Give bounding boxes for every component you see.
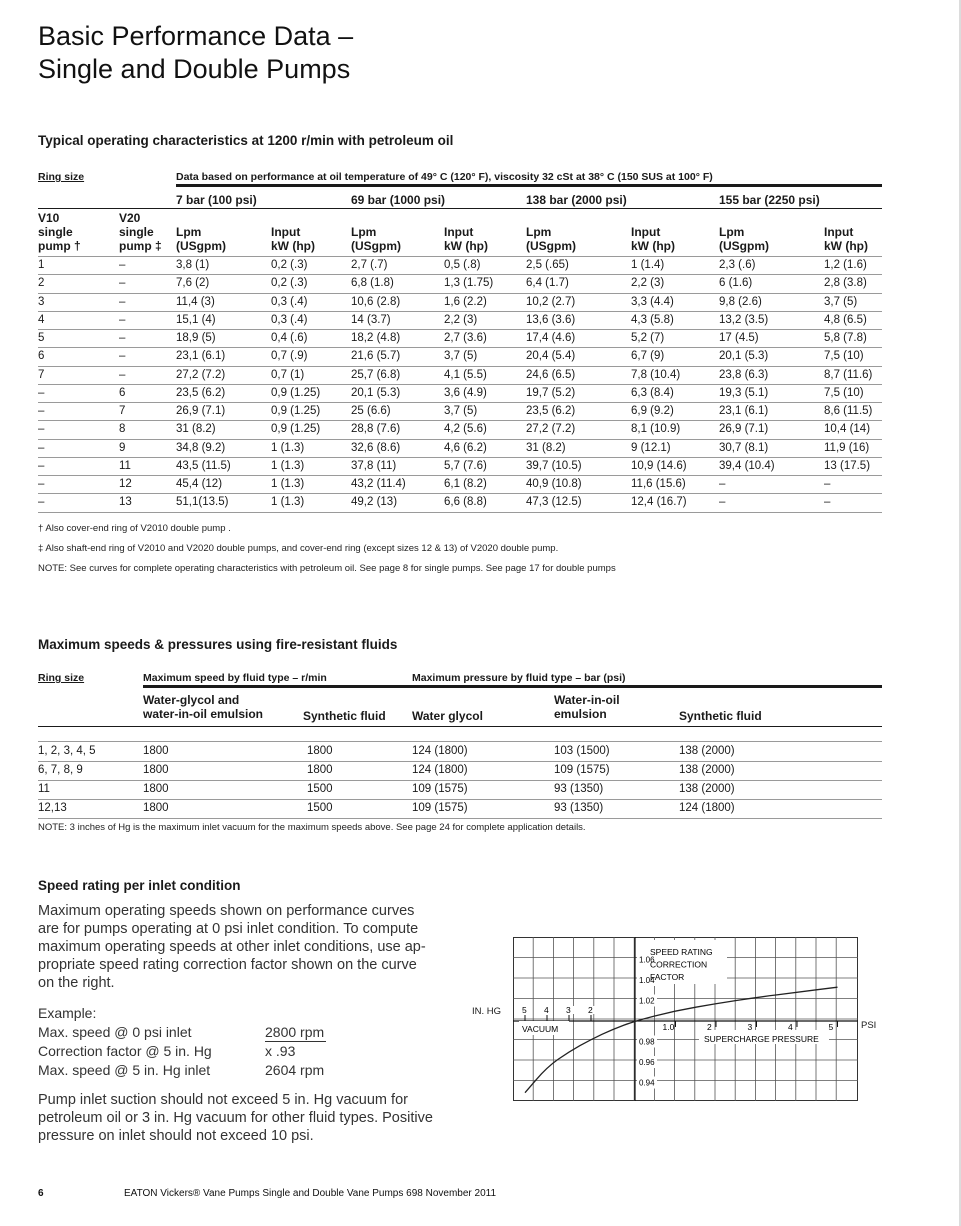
ms-cell: 1800 [143, 801, 169, 814]
typ-cell: 0,4 (.6) [271, 332, 308, 344]
typ-cell: 2,2 (3) [444, 313, 478, 326]
typ-cell: 3,7 (5) [444, 405, 478, 417]
ms-cell: 138 (2000) [679, 763, 735, 776]
typ-cell: 6,4 (1.7) [526, 277, 569, 290]
chart-labels [519, 940, 836, 1089]
typ-cell: 13,6 (3.6) [526, 313, 576, 326]
ytick-label: 0.94 [639, 1078, 655, 1088]
typ-cell: 2,2 (3) [631, 277, 665, 290]
typ-cell: 0,9 (1.25) [271, 423, 321, 436]
ms-ring-size-label: Ring size [38, 672, 85, 684]
typ-cell: 12 [119, 478, 132, 490]
typ-cell: 39,4 (10.4) [719, 459, 775, 472]
typ-cell: – [38, 459, 45, 472]
ms-cell: 1800 [143, 763, 169, 776]
typ-cell: 6,6 (8.8) [444, 496, 487, 509]
pressure-69bar: 69 bar (1000 psi) [351, 193, 446, 207]
typ-cell: 4 [38, 313, 45, 326]
typ-cell: 2,3 (.6) [719, 259, 756, 271]
typ-cell: 3,7 (5) [444, 350, 478, 363]
typ-cell: 49,2 (13) [351, 496, 398, 509]
typ-cell: 23,5 (6.2) [526, 405, 576, 417]
page-number: 6 [38, 1188, 44, 1199]
typ-cell: 4,8 (6.5) [824, 313, 867, 326]
typ-note-0: † Also cover-end ring of V2010 double pump . [38, 523, 231, 534]
ms-col-wio: Water-in-oil emulsion [554, 693, 620, 721]
pressure-138bar: 138 bar (2000 psi) [526, 193, 627, 207]
pressure-tick-label: 5 [828, 1022, 834, 1032]
vacuum-tick-label: 3 [566, 1005, 571, 1015]
ms-col-wglycol: Water glycol [412, 709, 483, 723]
typ-cell: 1,6 (2.2) [444, 295, 487, 308]
typ-cell: 1,2 (1.6) [824, 259, 867, 271]
ytick-label: 1.06 [639, 955, 655, 965]
typical-title: Typical operating characteristics at 1200 r/min with petroleum oil [38, 133, 454, 148]
typ-cell: 20,1 (5.3) [351, 386, 401, 399]
col-lpm-0: Lpm (USgpm) [176, 225, 226, 253]
typ-cell: 4,1 (5.5) [444, 368, 487, 381]
ms-col-synth: Synthetic fluid [303, 709, 386, 723]
typ-cell: 37,8 (11) [351, 459, 397, 472]
typ-cell: 10,9 (14.6) [631, 459, 687, 472]
ms-note: NOTE: 3 inches of Hg is the maximum inlet vacuum for the maximum speeds above. See page 24 for complete application details. [38, 822, 586, 833]
ytick-label: 1.04 [639, 976, 655, 985]
typ-cell: 27,2 (7.2) [176, 368, 226, 381]
typ-cell: 19,7 (5.2) [526, 386, 576, 399]
typ-cell: 17,4 (4.6) [526, 332, 576, 344]
typ-cell: 1 (1.4) [631, 259, 665, 271]
typ-cell: 47,3 (12.5) [526, 496, 582, 509]
typ-cell: 23,1 (6.1) [176, 350, 226, 363]
typ-cell: 0,2 (.3) [271, 277, 308, 290]
col-v20: V20 single pump ‡ [119, 211, 162, 253]
col-v10: V10 single pump † [38, 211, 81, 253]
typ-cell: 23,1 (6.1) [719, 405, 769, 417]
ms-pressure-header: Maximum pressure by fluid type – bar (psi) [412, 672, 626, 684]
typ-cell: 13 (17.5) [824, 459, 871, 472]
typ-cell: 13,2 (3.5) [719, 313, 769, 326]
col-input-1: Input kW (hp) [444, 225, 488, 253]
typ-cell: 45,4 (12) [176, 478, 223, 490]
pressure-7bar: 7 bar (100 psi) [176, 193, 257, 207]
table-top-rule [176, 184, 882, 187]
typ-cell: 19,3 (5.1) [719, 386, 769, 399]
ms-cell: 93 (1350) [554, 782, 604, 795]
example-label: Example: [38, 1005, 97, 1021]
typ-cell: 26,9 (7.1) [719, 423, 769, 436]
typ-cell: 4,6 (6.2) [444, 441, 487, 454]
col-input-3: Input kW (hp) [824, 225, 868, 253]
typ-cell: 7,8 (10.4) [631, 368, 681, 381]
row-rule [38, 512, 882, 513]
typ-cell: 0,5 (.8) [444, 259, 481, 271]
typ-cell: 17 (4.5) [719, 332, 759, 344]
ms-cell: 11 [38, 782, 50, 795]
typ-cell: 0,7 (.9) [271, 350, 308, 363]
typ-cell: 0,3 (.4) [271, 295, 308, 308]
typ-cell: 7,5 (10) [824, 386, 864, 399]
typ-cell: 25,7 (6.8) [351, 368, 401, 381]
chart-title-line: SPEED RATING [650, 947, 713, 957]
ytick-label: 1.02 [639, 996, 655, 1006]
header-rule [38, 208, 882, 209]
typ-cell: 18,9 (5) [176, 332, 216, 344]
typ-cell: 28,8 (7.6) [351, 423, 401, 436]
typ-cell: – [38, 496, 45, 509]
ms-cell: 103 (1500) [554, 745, 610, 757]
typ-cell: 3,8 (1) [176, 259, 210, 271]
typ-cell: 30,7 (8.1) [719, 441, 769, 454]
typ-note-2: NOTE: See curves for complete operating characteristics with petroleum oil. See page 8 for single pumps. See page 17 for double pumps [38, 563, 616, 574]
typ-cell: 6,8 (1.8) [351, 277, 394, 290]
supercharge-label: SUPERCHARGE PRESSURE [704, 1034, 819, 1044]
maxspeed-title: Maximum speeds & pressures using fire-resistant fluids [38, 637, 398, 652]
chart-title-line: CORRECTION [650, 959, 708, 970]
col-lpm-1: Lpm (USgpm) [351, 225, 401, 253]
ms-cell: 138 (2000) [679, 782, 735, 795]
col-input-2: Input kW (hp) [631, 225, 675, 253]
typ-cell: 6 [38, 350, 45, 363]
typ-cell: 2,5 (.65) [526, 259, 569, 271]
typ-cell: 2 [38, 277, 45, 290]
example-row1-value: 2800 rpm [265, 1024, 325, 1040]
typ-cell: 11,9 (16) [824, 441, 870, 454]
typ-cell: 15,1 (4) [176, 313, 216, 326]
ms-cell: 1500 [307, 801, 333, 814]
typ-cell: 9,8 (2.6) [719, 295, 762, 308]
typ-cell: 3 [38, 295, 45, 308]
typ-cell: – [719, 478, 726, 490]
typ-cell: 5,7 (7.6) [444, 459, 487, 472]
typ-cell: 2,7 (3.6) [444, 332, 487, 344]
ms-cell: 93 (1350) [554, 801, 604, 814]
col-input-0: Input kW (hp) [271, 225, 315, 253]
pressure-tick-label: 2 [707, 1022, 712, 1032]
ms-cell: 124 (1800) [412, 745, 468, 757]
typ-cell: – [38, 386, 45, 399]
ms-cell: 109 (1575) [412, 801, 468, 814]
typ-cell: 0,3 (.4) [271, 313, 308, 326]
typ-cell: 21,6 (5.7) [351, 350, 401, 363]
ytick-label: 0.98 [639, 1037, 655, 1047]
typ-cell: 2,7 (.7) [351, 259, 388, 271]
typ-cell: 1 (1.3) [271, 459, 305, 472]
chart-unit-left: IN. HG [472, 1006, 502, 1017]
typ-cell: 10,6 (2.8) [351, 295, 401, 308]
typ-cell: – [38, 478, 45, 490]
typ-cell: – [38, 441, 45, 454]
typ-cell: 5,2 (7) [631, 332, 665, 344]
typ-cell: 8,6 (11.5) [824, 405, 873, 417]
page-title: Basic Performance Data – Single and Double Pumps [38, 21, 354, 84]
typ-cell: 7 [119, 405, 126, 417]
vacuum-tick-label: 2 [588, 1005, 593, 1015]
speed-rating-para1: Maximum operating speeds shown on performance curves are for pumps operating at 0 psi inlet condition. To compute maximum operating speeds at other inlet conditions, use ap- propriate speed rating correction factor shown on the curve on the right. [38, 903, 426, 991]
typ-cell: 31 (8.2) [526, 441, 566, 454]
typ-cell: 11,4 (3) [176, 295, 215, 308]
ms-cell: 1800 [143, 782, 169, 795]
typ-cell: 34,8 (9.2) [176, 441, 226, 454]
typ-cell: 13 [119, 496, 132, 509]
typ-cell: 6,7 (9) [631, 350, 665, 363]
typ-cell: 0,2 (.3) [271, 259, 308, 271]
typ-cell: 10,2 (2.7) [526, 295, 576, 308]
typ-cell: 27,2 (7.2) [526, 423, 576, 436]
ms-speed-header: Maximum speed by fluid type – r/min [143, 672, 327, 684]
speed-rating-para2: Pump inlet suction should not exceed 5 in. Hg vacuum for petroleum oil or 3 in. Hg vacuum for other fluid types. Positive pressure on inlet should not exceed 10 psi. [38, 1092, 433, 1144]
example-row3-value: 2604 rpm [265, 1062, 325, 1078]
typ-cell: 9 [119, 441, 126, 454]
typ-cell: 39,7 (10.5) [526, 459, 582, 472]
typ-cell: 43,5 (11.5) [176, 459, 231, 472]
ms-cell: 138 (2000) [679, 745, 735, 757]
pressure-tick-label: 1.0 [662, 1022, 675, 1032]
typ-cell: 6 [119, 386, 126, 399]
typ-cell: – [119, 368, 126, 381]
typ-cell: – [119, 313, 126, 326]
ms-col-wg: Water-glycol and water-in-oil emulsion [143, 693, 264, 721]
typ-cell: 12,4 (16.7) [631, 496, 687, 509]
typ-cell: – [119, 332, 126, 344]
typ-cell: 51,1(13.5) [176, 496, 229, 509]
typ-cell: 3,3 (4.4) [631, 295, 674, 308]
example-row1-label: Max. speed @ 0 psi inlet [38, 1024, 192, 1040]
typ-cell: 7,6 (2) [176, 277, 210, 290]
example-row3-label: Max. speed @ 5 in. Hg inlet [38, 1062, 211, 1078]
typ-cell: 11,6 (15.6) [631, 478, 686, 490]
typ-cell: 8,1 (10.9) [631, 423, 681, 436]
typ-cell: 32,6 (8.6) [351, 441, 401, 454]
typ-cell: 6,9 (9.2) [631, 405, 674, 417]
typ-cell: 1 [38, 259, 45, 271]
typ-cell: – [824, 496, 831, 509]
typ-cell: 43,2 (11.4) [351, 478, 406, 490]
pressure-155bar: 155 bar (2250 psi) [719, 193, 820, 207]
typ-cell: 18,2 (4.8) [351, 332, 401, 344]
pressure-tick-label: 3 [747, 1022, 753, 1032]
chart-title-line: FACTOR [650, 972, 685, 982]
example-row2-label: Correction factor @ 5 in. Hg [38, 1043, 212, 1059]
ms-header-rule [38, 726, 882, 727]
typ-cell: – [119, 350, 126, 363]
ms-col-synth2: Synthetic fluid [679, 709, 762, 723]
typ-cell: 40,9 (10.8) [526, 478, 582, 490]
vacuum-tick-label: 4 [544, 1005, 549, 1015]
typ-cell: 1 (1.3) [271, 441, 305, 454]
ms-cell: 1, 2, 3, 4, 5 [38, 745, 96, 757]
ring-size-label: Ring size [38, 171, 85, 183]
typ-cell: 20,1 (5.3) [719, 350, 769, 363]
col-lpm-2: Lpm (USgpm) [526, 225, 576, 253]
typ-cell: 8,7 (11.6) [824, 368, 873, 381]
ytick-label: 0.96 [639, 1058, 655, 1067]
typ-cell: 1 (1.3) [271, 496, 305, 509]
pressure-tick-label: 4 [788, 1022, 793, 1032]
typ-cell: 26,9 (7.1) [176, 405, 226, 417]
typ-cell: 0,9 (1.25) [271, 386, 321, 399]
typ-cell: 25 (6.6) [351, 405, 391, 417]
typ-cell: 3,7 (5) [824, 295, 858, 308]
col-lpm-3: Lpm (USgpm) [719, 225, 769, 253]
chart-unit-right: PSI [861, 1020, 877, 1031]
row-rule [38, 818, 882, 819]
vacuum-label: VACUUM [522, 1024, 559, 1034]
typ-note-1: ‡ Also shaft-end ring of V2010 and V2020 double pumps, and cover-end ring (except sizes 12 & 13) of V2020 double pump. [38, 543, 559, 554]
typ-cell: 7,5 (10) [824, 350, 864, 363]
ms-cell: 109 (1575) [554, 763, 610, 776]
typ-cell: 20,4 (5.4) [526, 350, 576, 363]
typ-cell: 11 [119, 459, 131, 472]
typ-cell: 6,1 (8.2) [444, 478, 487, 490]
typ-cell: 31 (8.2) [176, 423, 216, 436]
typ-cell: – [119, 295, 126, 308]
typ-cell: 9 (12.1) [631, 441, 671, 454]
ms-cell: 109 (1575) [412, 782, 468, 795]
typ-cell: 14 (3.7) [351, 313, 391, 326]
ms-top-rule [143, 685, 882, 688]
ms-cell: 6, 7, 8, 9 [38, 763, 83, 776]
typ-cell: 4,2 (5.6) [444, 423, 487, 436]
typ-cell: 23,8 (6.3) [719, 368, 769, 381]
typ-cell: 1,3 (1.75) [444, 277, 494, 290]
typ-cell: 6,3 (8.4) [631, 386, 674, 399]
example-row2-value: x .93 [265, 1043, 296, 1059]
typ-cell: 23,5 (6.2) [176, 386, 226, 399]
typ-cell: 7 [38, 368, 45, 381]
data-based-label: Data based on performance at oil temperature of 49° C (120° F), viscosity 32 cSt at 38° C (150 SUS at 100° F) [176, 171, 713, 183]
typ-cell: 10,4 (14) [824, 423, 871, 436]
typ-cell: 3,6 (4.9) [444, 386, 487, 399]
typ-cell: 2,8 (3.8) [824, 277, 867, 290]
vacuum-tick-label: 5 [522, 1005, 527, 1015]
ms-cell: 124 (1800) [412, 763, 468, 776]
typ-cell: 1 (1.3) [271, 478, 305, 490]
typ-cell: – [38, 423, 45, 436]
ms-cell: 1800 [307, 745, 333, 757]
typ-cell: 0,7 (1) [271, 368, 305, 381]
typ-cell: – [38, 405, 45, 417]
typ-cell: 0,9 (1.25) [271, 405, 321, 417]
ms-cell: 12,13 [38, 801, 67, 814]
typ-cell: – [824, 478, 831, 490]
typ-cell: 24,6 (6.5) [526, 368, 576, 381]
ms-cell: 1500 [307, 782, 333, 795]
footer-text: EATON Vickers® Vane Pumps Single and Double Vane Pumps 698 November 2011 [124, 1188, 497, 1199]
typ-cell: – [119, 277, 126, 290]
typ-cell: 6 (1.6) [719, 277, 753, 290]
ms-cell: 1800 [143, 745, 169, 757]
typ-cell: 4,3 (5.8) [631, 313, 674, 326]
ms-cell: 1800 [307, 763, 333, 776]
typ-cell: – [719, 496, 726, 509]
typ-cell: 5 [38, 332, 45, 344]
typ-cell: 5,8 (7.8) [824, 332, 867, 344]
correction-factor-chart [513, 937, 858, 1101]
speed-rating-title: Speed rating per inlet condition [38, 878, 241, 893]
typ-cell: – [119, 259, 126, 271]
typ-cell: 8 [119, 423, 126, 436]
ms-cell: 124 (1800) [679, 801, 735, 814]
